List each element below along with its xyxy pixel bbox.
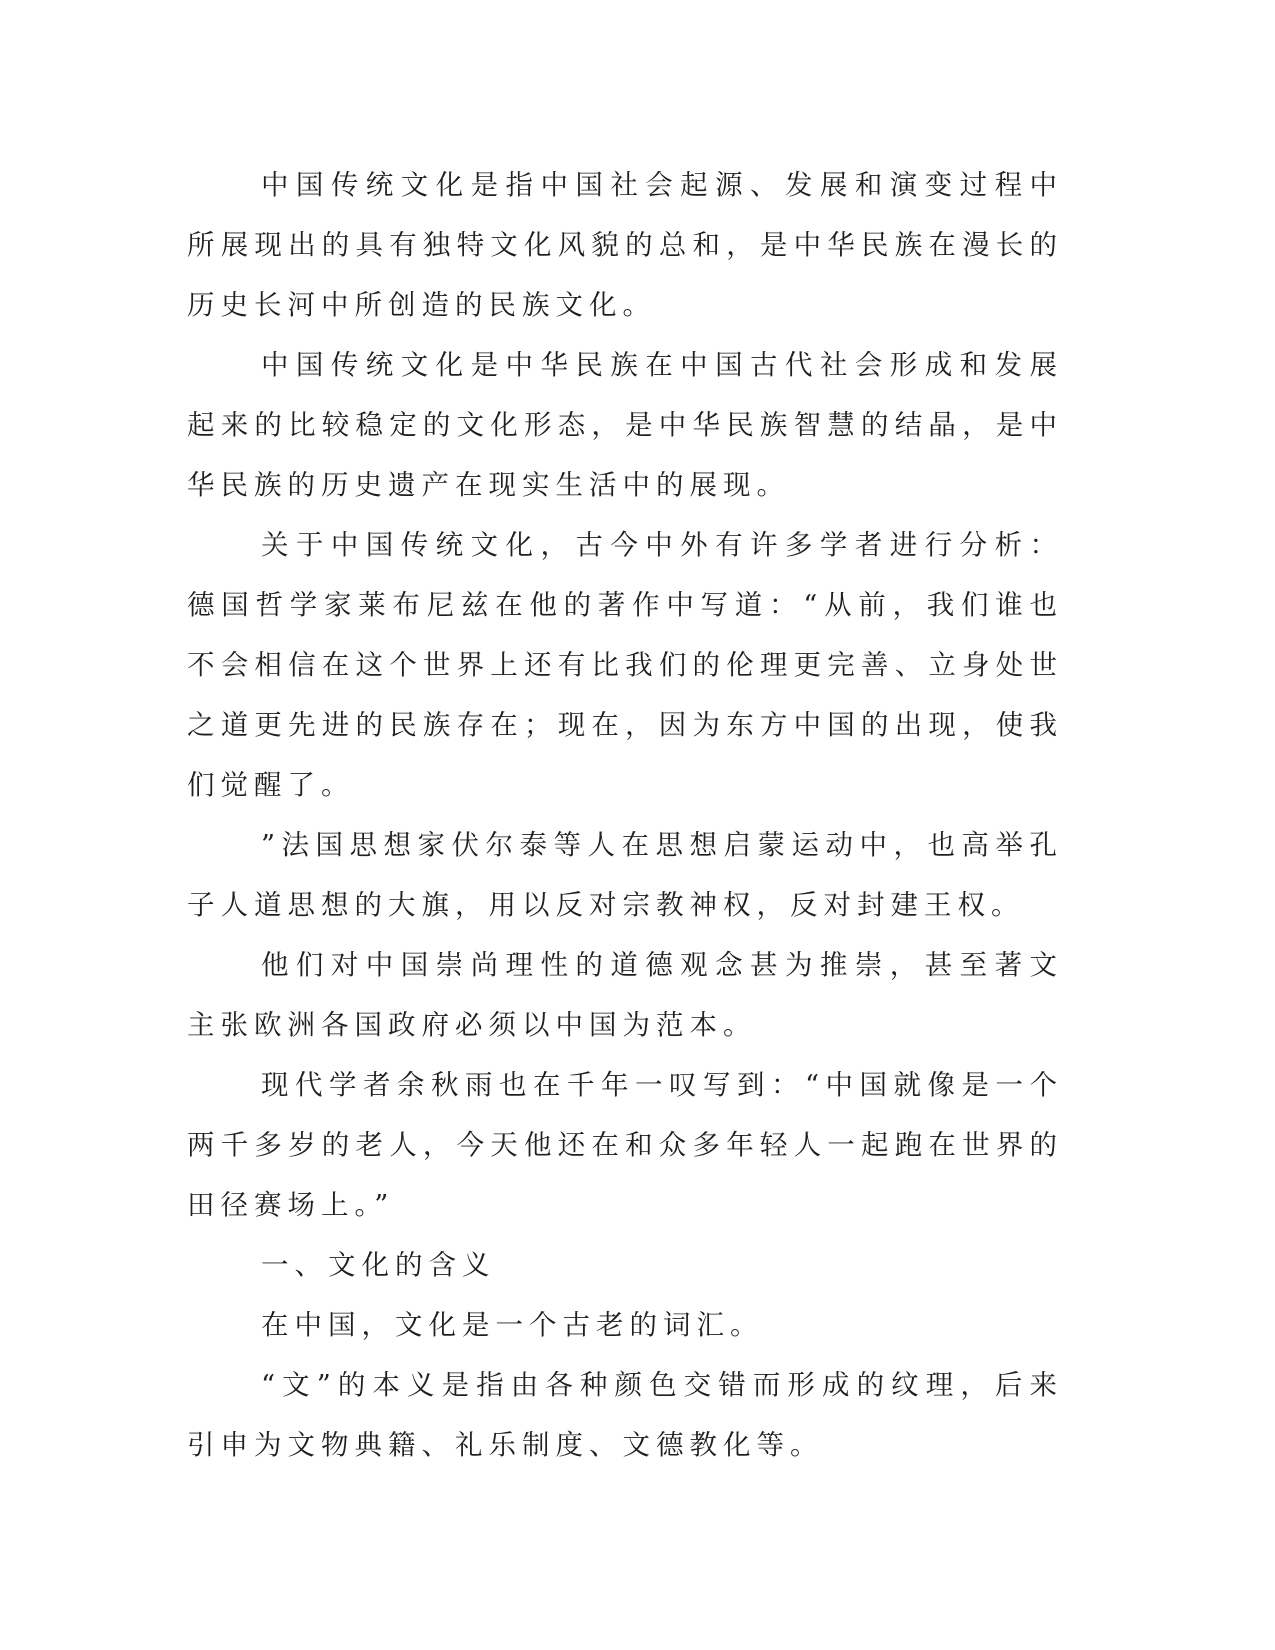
paragraph-europe-model: 他们对中国崇尚理性的道德观念甚为推崇，甚至著文主张欧洲各国政府必须以中国为范本。 xyxy=(187,949,1063,1041)
paragraph-wen-meaning: “文”的本义是指由各种颜色交错而形成的纹理，后来引申为文物典籍、礼乐制度、文德教化等。 xyxy=(187,1369,1063,1461)
section-heading-culture-meaning: 一、文化的含义 xyxy=(261,1249,496,1281)
paragraph-voltaire: ”法国思想家伏尔泰等人在思想启蒙运动中，也高举孔子人道思想的大旗，用以反对宗教神权，反对封建王权。 xyxy=(187,829,1063,921)
document-body xyxy=(187,155,1063,1475)
paragraph-ancient-word: 在中国，文化是一个古老的词汇。 xyxy=(261,1309,764,1341)
paragraph-yu-qiuyu-quote: 现代学者余秋雨也在千年一叹写到：“中国就像是一个两千多岁的老人，今天他还在和众多年轻人一起跑在世界的田径赛场上。” xyxy=(187,1069,1063,1221)
paragraph-leibniz-quote: 关于中国传统文化，古今中外有许多学者进行分析：德国哲学家莱布尼兹在他的著作中写道：“从前，我们谁也不会相信在这个世界上还有比我们的伦理更完善、立身处世之道更先进的民族存在；现在，因为东方中国的出现，使我们觉醒了。 xyxy=(187,529,1063,801)
paragraph-definition: 中国传统文化是指中国社会起源、发展和演变过程中所展现出的具有独特文化风貌的总和，是中华民族在漫长的历史长河中所创造的民族文化。 xyxy=(187,169,1063,321)
paragraph-cultural-form: 中国传统文化是中华民族在中国古代社会形成和发展起来的比较稳定的文化形态，是中华民族智慧的结晶，是中华民族的历史遗产在现实生活中的展现。 xyxy=(187,349,1063,501)
